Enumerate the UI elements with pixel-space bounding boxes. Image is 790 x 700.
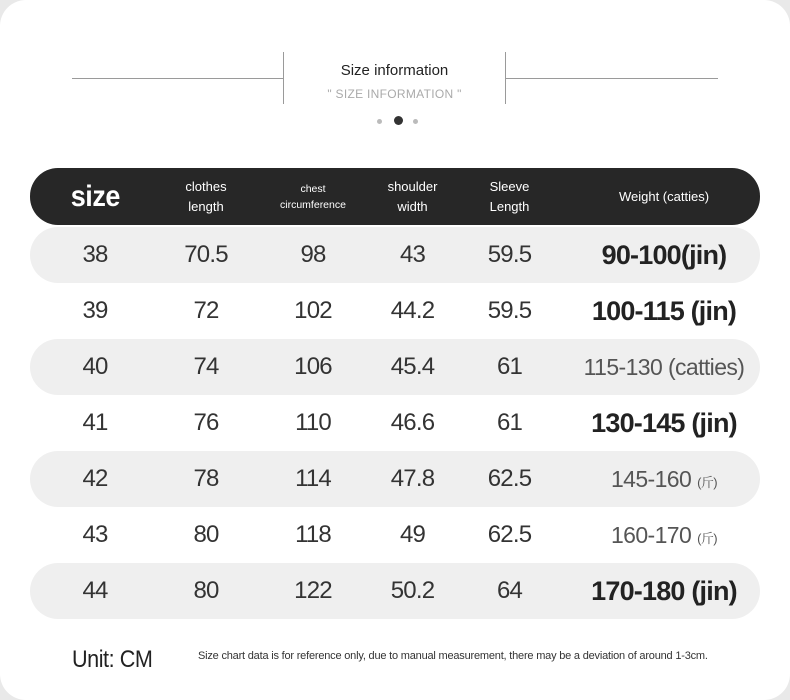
- dot-1: [377, 119, 382, 124]
- weight-value: 90-100(jin): [601, 239, 727, 270]
- weight-value: 170-180 (jin): [591, 575, 737, 606]
- header-clothes-length: clothes length: [185, 178, 227, 214]
- chest-cell: 118: [295, 521, 331, 548]
- sleeve-cell: 61: [496, 409, 523, 436]
- table-row: [30, 451, 760, 507]
- weight-unit-suffix: (斤): [697, 530, 718, 546]
- unit-label: Unit: CM: [72, 646, 153, 673]
- size-cell: 43: [82, 521, 108, 548]
- table-row: [30, 283, 760, 339]
- weight-cell: [568, 451, 760, 507]
- clothes-length-cell: 80: [193, 521, 219, 548]
- chest-cell: 110: [295, 409, 331, 436]
- header-weight: Weight (catties): [618, 188, 710, 204]
- table-header: [30, 168, 760, 225]
- sleeve-cell: 64: [496, 577, 523, 604]
- header-size: size: [70, 179, 120, 213]
- chest-cell: 114: [295, 465, 331, 492]
- table-row: [30, 507, 760, 563]
- size-cell: 39: [82, 297, 108, 324]
- shoulder-cell: 46.6: [390, 409, 435, 436]
- clothes-length-cell: 70.5: [184, 241, 228, 268]
- table-row: [30, 227, 760, 283]
- weight-value: 115-130 (catties): [583, 353, 745, 380]
- size-cell: 38: [82, 241, 108, 268]
- weight-cell: [568, 395, 760, 451]
- weight-value: 130-145 (jin): [591, 407, 737, 438]
- weight-value: 145-160: [610, 465, 692, 492]
- pagination-dots: [374, 116, 420, 126]
- shoulder-cell: 50.2: [390, 577, 435, 604]
- weight-cell: [568, 507, 760, 563]
- clothes-length-cell: 80: [193, 577, 219, 604]
- weight-value: 100-115 (jin): [591, 295, 737, 326]
- table-row: [30, 395, 760, 451]
- shoulder-cell: 47.8: [390, 465, 435, 492]
- sleeve-cell: 59.5: [487, 241, 532, 268]
- chest-cell: 102: [294, 297, 332, 324]
- clothes-length-cell: 78: [193, 465, 219, 492]
- chest-cell: 122: [294, 577, 332, 604]
- shoulder-cell: 43: [399, 241, 426, 268]
- clothes-length-cell: 72: [193, 297, 219, 324]
- weight-value: 160-170: [610, 521, 692, 548]
- table-row: [30, 563, 760, 619]
- weight-cell: [568, 283, 760, 339]
- title-left-rule: [72, 78, 283, 79]
- shoulder-cell: 49: [399, 521, 426, 548]
- weight-cell: [568, 339, 760, 395]
- header-chest-circumference: chest circumference: [280, 182, 346, 211]
- shoulder-cell: 44.2: [390, 297, 435, 324]
- header-shoulder-width: shoulder width: [387, 178, 438, 214]
- table-row: [30, 339, 760, 395]
- dot-3: [413, 119, 418, 124]
- page-subtitle: " SIZE INFORMATION ": [327, 87, 462, 101]
- chest-cell: 106: [294, 353, 332, 380]
- chest-cell: 98: [300, 241, 326, 268]
- page-title: Size information: [340, 62, 449, 79]
- size-cell: 41: [82, 409, 108, 436]
- clothes-length-cell: 74: [193, 353, 219, 380]
- sleeve-cell: 61: [496, 353, 523, 380]
- size-cell: 40: [82, 353, 108, 380]
- title-block: [72, 52, 718, 104]
- sleeve-cell: 62.5: [487, 465, 532, 492]
- disclaimer-note: Size chart data is for reference only, due to manual measurement, there may be a deviation of around 1-3cm.: [198, 650, 708, 662]
- weight-cell: [568, 227, 760, 283]
- clothes-length-cell: 76: [193, 409, 219, 436]
- sleeve-cell: 62.5: [487, 521, 532, 548]
- size-cell: 42: [82, 465, 108, 492]
- size-cell: 44: [82, 577, 108, 604]
- weight-unit-suffix: (斤): [697, 474, 718, 490]
- title-right-rule: [505, 78, 718, 79]
- sleeve-cell: 59.5: [487, 297, 532, 324]
- shoulder-cell: 45.4: [390, 353, 435, 380]
- header-sleeve-length: Sleeve Length: [489, 178, 530, 214]
- dot-2-active: [394, 116, 403, 125]
- weight-cell: [568, 563, 760, 619]
